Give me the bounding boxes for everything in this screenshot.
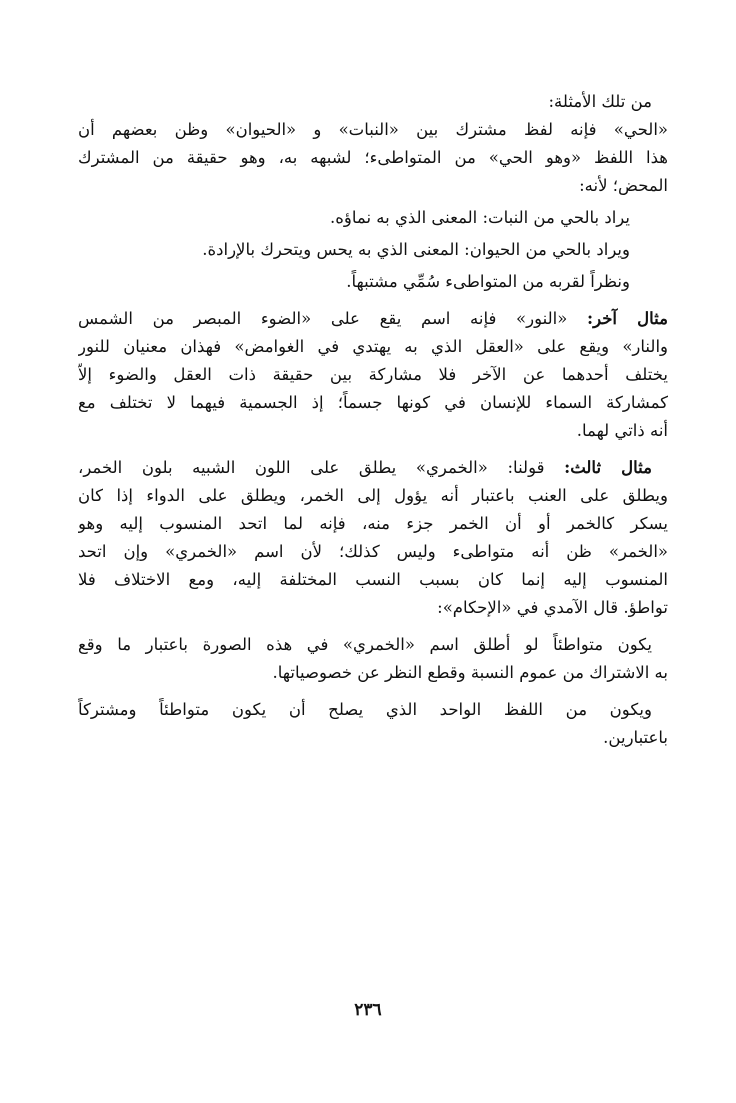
example-paragraph-start (78, 456, 668, 479)
text-line: يختلف أحدهما عن الآخر فلا مشاركة بين حقيقة ذات العقل والضوء إلاّ (78, 365, 668, 384)
example-label: مثال ثالث: (564, 458, 652, 477)
text-line: هذا اللفظ «وهو الحي» من المتواطىء؛ لشبهه به، وهو حقيقة من المشترك (78, 148, 668, 167)
text-line: تواطؤ. قال الآمدي في «الإحكام»: (437, 598, 668, 617)
text-line: «الحي» فإنه لفظ مشترك بين «النبات» و «الحيوان» وظن بعضهم أن (78, 120, 668, 139)
text-line: يسكر كالخمر أو أن الخمر جزء منه، فإنه لما اتحد المنسوب إليه وهو (78, 514, 668, 533)
text-line: باعتبارين. (603, 728, 668, 747)
text-line: المنسوب إليه إنما كان بسبب النسب المختلفة إليه، ومع الاختلاف فلا (78, 570, 668, 589)
text-line: به الاشتراك من عموم النسبة وقطع النظر عن خصوصياتها. (272, 663, 668, 682)
text-line: يراد بالحي من النبات: المعنى الذي به نماؤه. (330, 208, 630, 227)
page-body (78, 90, 668, 749)
text-line: ونظراً لقربه من المتواطىء سُمِّي مشتبهاً. (346, 272, 630, 291)
page-number: ٢٣٦ (354, 1000, 382, 1020)
text-line: ويطلق على العنب باعتبار أنه يؤول إلى الخمر، ويطلق على الدواء إذا كان (78, 486, 668, 505)
text-line: قولنا: «الخمري» يطلق على اللون الشبيه بلون الخمر، (78, 458, 545, 477)
text-line: من تلك الأمثلة: (548, 92, 652, 111)
example-label: مثال آخر: (587, 309, 668, 328)
text-line: «النور» فإنه اسم يقع على «الضوء المبصر من الشمس (78, 309, 568, 328)
text-line: أنه ذاتي لهما. (576, 421, 668, 440)
text-line: ويراد بالحي من الحيوان: المعنى الذي به يحس ويتحرك بالإرادة. (202, 240, 630, 259)
text-line: والنار» ويقع على «العقل الذي به يهتدي في الغوامض» فهذان معنيان للنور (78, 337, 668, 356)
text-line: يكون متواطئاً لو أطلق اسم «الخمري» في هذه الصورة باعتبار ما وقع (78, 635, 652, 654)
text-line: كمشاركة السماء للإنسان في كونها جسماً؛ إذ الجسمية فيهما لا تختلف مع (78, 393, 668, 412)
text-line: ويكون من اللفظ الواحد الذي يصلح أن يكون متواطئاً ومشتركاً (78, 700, 652, 719)
example-paragraph-start (78, 307, 668, 330)
text-line: «الخمر» ظن أنه متواطىء وليس كذلك؛ لأن اسم «الخمري» وإن اتحد (78, 542, 668, 561)
text-line: المحض؛ لأنه: (579, 176, 668, 195)
